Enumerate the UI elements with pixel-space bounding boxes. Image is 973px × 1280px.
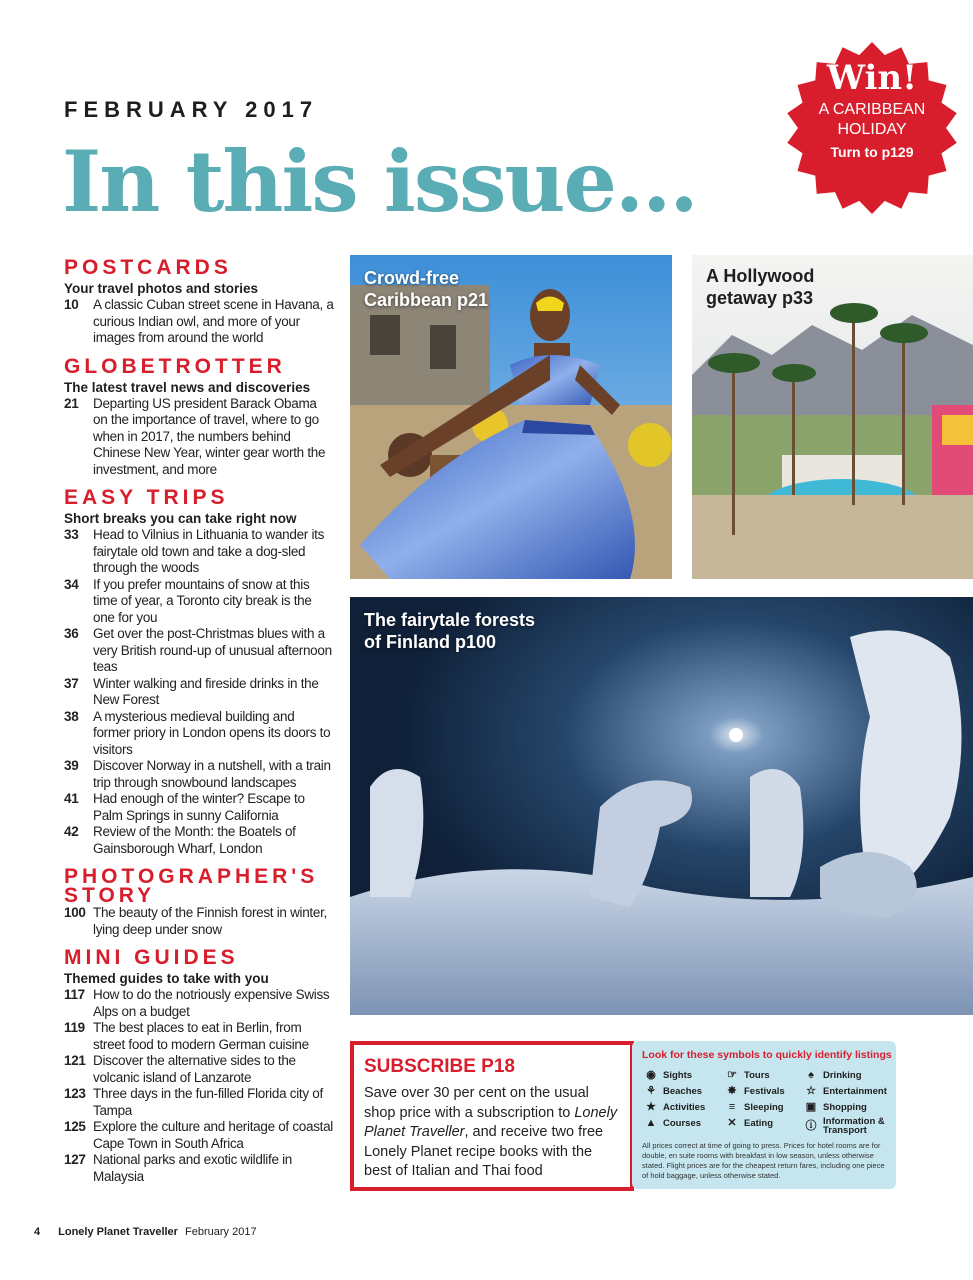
caption-line: [706, 287, 814, 309]
subscribe-body: [364, 1084, 620, 1182]
toc-item-text: Departing US president Barack Obama on the importance of travel, where to go when in 2017, the numbers behind Chinese New Year, winter gear worth the investment, and more: [93, 395, 326, 477]
toc-page-number: 117: [64, 987, 85, 1002]
page-footer: [34, 1226, 257, 1238]
toc-item-text: National parks and exotic wildlife in Malaysia: [93, 1152, 293, 1184]
toc-page-number: 10: [64, 297, 79, 312]
toc-item-text: Get over the post-Christmas blues with a very British round-up of unusual afternoon teas: [93, 626, 332, 674]
toc-item-text: Review of the Month: the Boatels of Gainsborough Wharf, London: [93, 824, 296, 856]
toc-page-number: 41: [64, 791, 79, 806]
toc-item[interactable]: [64, 987, 334, 1020]
running-person-icon: ★: [646, 1101, 656, 1113]
toc-page-number: 38: [64, 708, 79, 724]
caribbean-photo[interactable]: [350, 255, 672, 579]
toc-page-number: 39: [64, 758, 79, 773]
symbol-label: Sights: [663, 1069, 693, 1081]
toc-item-text: Discover the alternative sides to the volcanic island of Lanzarote: [93, 1053, 296, 1085]
section-title: EASY TRIPS: [64, 486, 229, 509]
caption-page: p33: [782, 288, 814, 308]
symbol-festivals: [725, 1085, 785, 1097]
toc-page-number: 36: [64, 626, 79, 641]
section-mini-guides: [64, 948, 334, 1185]
section-easy-trips: [64, 488, 334, 857]
toc-item[interactable]: [64, 527, 334, 577]
table-of-contents: [64, 258, 334, 1195]
toc-item-text: A classic Cuban street scene in Havana, a curious Indian owl, and more of your images from around the world: [93, 297, 334, 345]
toc-item[interactable]: [64, 1152, 334, 1185]
symbol-courses: [644, 1117, 701, 1129]
caption-text: getaway: [706, 288, 783, 308]
section-subtitle: Themed guides to take with you: [64, 971, 269, 986]
symbol-label: Activities: [663, 1101, 706, 1113]
graduation-cap-icon: ▲: [645, 1117, 657, 1129]
symbol-information-transport: [804, 1117, 893, 1135]
win-turn-to: Turn to p129: [830, 144, 914, 160]
symbol-entertainment: [804, 1085, 887, 1097]
finland-photo[interactable]: [350, 597, 973, 1015]
symbol-tours: [725, 1069, 770, 1081]
caption-line: Caribbean p21: [364, 290, 489, 310]
caribbean-caption: [364, 267, 488, 311]
toc-page-number: 33: [64, 527, 79, 542]
fireworks-icon: ✸: [727, 1085, 737, 1097]
toc-item-text: The best places to eat in Berlin, from street food to modern German cuisine: [93, 1020, 309, 1052]
subscribe-magazine-name: Lonely Planet Traveller: [364, 1104, 618, 1140]
toc-item-text: How to do the notriously expensive Swiss Alps on a budget: [93, 987, 330, 1019]
symbol-sleeping: [725, 1101, 784, 1113]
subscribe-title: SUBSCRIBE P18: [364, 1056, 515, 1077]
magazine-name: Lonely Planet Traveller: [58, 1226, 178, 1238]
toc-page-number: 100: [64, 905, 86, 920]
toc-item[interactable]: [64, 709, 334, 759]
toc-item[interactable]: [64, 791, 334, 824]
caption-line: Crowd-free: [364, 268, 460, 288]
section-globetrotter: [64, 354, 334, 479]
symbol-label: Shopping: [823, 1101, 867, 1113]
star-icon: ☆: [806, 1085, 816, 1097]
info-icon: ⓘ: [805, 1120, 817, 1132]
symbol-label: Sleeping: [744, 1101, 784, 1113]
toc-item-text: Head to Vilnius in Lithuania to wander its fairytale old town and take a dog-sled through the woods: [93, 527, 325, 575]
toc-page-number: 123: [64, 1086, 86, 1101]
toc-item-text: Discover Norway in a nutshell, with a train trip through snowbound landscapes: [93, 758, 331, 790]
section-subtitle: Your travel photos and stories: [64, 281, 259, 296]
snowy-forest-night-image: [350, 597, 973, 1015]
hollywood-caption: [706, 265, 814, 309]
toc-item[interactable]: [64, 396, 334, 479]
section-photographers-story: [64, 867, 334, 938]
toc-page-number: 37: [64, 675, 79, 691]
toc-page-number: 21: [64, 395, 79, 411]
symbol-label: Courses: [663, 1117, 702, 1129]
win-badge[interactable]: [784, 40, 960, 216]
toc-item[interactable]: [64, 1119, 334, 1152]
toc-page-number: 34: [64, 576, 79, 592]
symbol-label: Eating: [744, 1117, 774, 1129]
toc-page-number: 121: [64, 1053, 86, 1068]
section-title: POSTCARDS: [64, 256, 232, 279]
subscribe-text: , and receive two free Lonely Planet recipe books with the best of Italian and Thai food: [364, 1124, 604, 1179]
toc-item[interactable]: [64, 1020, 334, 1053]
symbol-label: Beaches: [663, 1085, 703, 1097]
pointing-hand-icon: ☞: [727, 1069, 737, 1081]
toc-item[interactable]: [64, 626, 334, 676]
symbol-label: Information & Transport: [823, 1116, 885, 1136]
bed-icon: ≡: [728, 1101, 736, 1113]
symbol-label: Entertainment: [823, 1085, 887, 1097]
toc-item-text: The beauty of the Finnish forest in winter, lying deep under snow: [93, 905, 327, 937]
section-postcards: [64, 258, 334, 347]
toc-item-text: If you prefer mountains of snow at this time of year, a Toronto city break is the one for you: [93, 576, 312, 625]
eye-icon: ◉: [646, 1069, 656, 1081]
symbol-label: Drinking: [823, 1069, 862, 1081]
symbol-beaches: [644, 1085, 702, 1097]
win-subtitle: [784, 100, 960, 140]
symbol-eating: [725, 1117, 773, 1129]
toc-item-text: Had enough of the winter? Escape to Palm Springs in sunny California: [93, 791, 305, 823]
toc-item-text: Three days in the fun-filled Florida city of Tampa: [93, 1086, 323, 1118]
toc-item-text: Winter walking and fireside drinks in the New Forest: [93, 675, 319, 707]
issue-date: FEBRUARY 2017: [64, 97, 319, 122]
symbols-key-box: [632, 1041, 896, 1189]
hollywood-photo[interactable]: [692, 255, 973, 579]
section-title: GLOBETROTTER: [64, 354, 286, 378]
toc-item[interactable]: [64, 297, 334, 347]
toc-item-text: Explore the culture and heritage of coastal Cape Town in South Africa: [93, 1119, 334, 1151]
win-subtitle-line2: HOLIDAY: [837, 121, 907, 138]
caption-line: of Finland p100: [364, 632, 497, 652]
page-title: In this issue...: [62, 132, 697, 231]
toc-item[interactable]: [64, 1086, 334, 1119]
subscribe-box[interactable]: [350, 1041, 634, 1191]
toc-item[interactable]: [64, 905, 334, 938]
shopping-bag-icon: ▣: [805, 1101, 817, 1113]
win-subtitle-line1: A CARIBBEAN: [818, 101, 926, 118]
toc-item[interactable]: [64, 577, 334, 627]
win-title: Win!: [826, 58, 918, 98]
section-title: PHOTOGRAPHER'S STORY: [64, 865, 319, 907]
cutlery-icon: ✕: [727, 1117, 737, 1129]
symbol-label: Festivals: [744, 1085, 785, 1097]
toc-item[interactable]: [64, 758, 334, 791]
toc-page-number: 42: [64, 824, 79, 839]
caption-line: The fairytale forests: [364, 610, 536, 630]
footer-date: February 2017: [185, 1226, 257, 1238]
section-subtitle: The latest travel news and discoveries: [64, 379, 311, 395]
toc-item[interactable]: [64, 1053, 334, 1086]
symbol-activities: [644, 1101, 705, 1113]
symbols-note: All prices correct at time of going to press. Prices for hotel rooms are for double, en suite rooms with breakfast in low season, unless otherwise stated. Flight prices are for the cheapest return fares, including one piece of hold baggage, unless otherwise stated.: [642, 1141, 885, 1180]
wine-glass-icon: ♠: [808, 1069, 814, 1081]
symbol-label: Tours: [744, 1069, 770, 1081]
page-number: 4: [34, 1226, 41, 1238]
subscribe-text: Save over 30 per cent on the usual shop price with a subscription to: [364, 1085, 589, 1121]
section-title: MINI GUIDES: [64, 946, 239, 969]
toc-item-text: A mysterious medieval building and former priory in London opens its doors to visitors: [93, 708, 331, 757]
symbol-shopping: [804, 1101, 867, 1113]
symbol-drinking: [804, 1069, 862, 1081]
toc-page-number: 119: [64, 1020, 85, 1035]
palm-tree-icon: ⚘: [646, 1085, 656, 1097]
symbols-title: Look for these symbols to quickly identify listings: [642, 1049, 892, 1061]
toc-page-number: 125: [64, 1119, 86, 1134]
symbol-sights: [644, 1069, 692, 1081]
toc-item[interactable]: [64, 824, 334, 857]
toc-page-number: 127: [64, 1152, 86, 1167]
caption-line: A Hollywood: [706, 266, 815, 286]
finland-caption: [364, 609, 535, 653]
section-subtitle: Short breaks you can take right now: [64, 511, 297, 526]
toc-item[interactable]: [64, 676, 334, 709]
